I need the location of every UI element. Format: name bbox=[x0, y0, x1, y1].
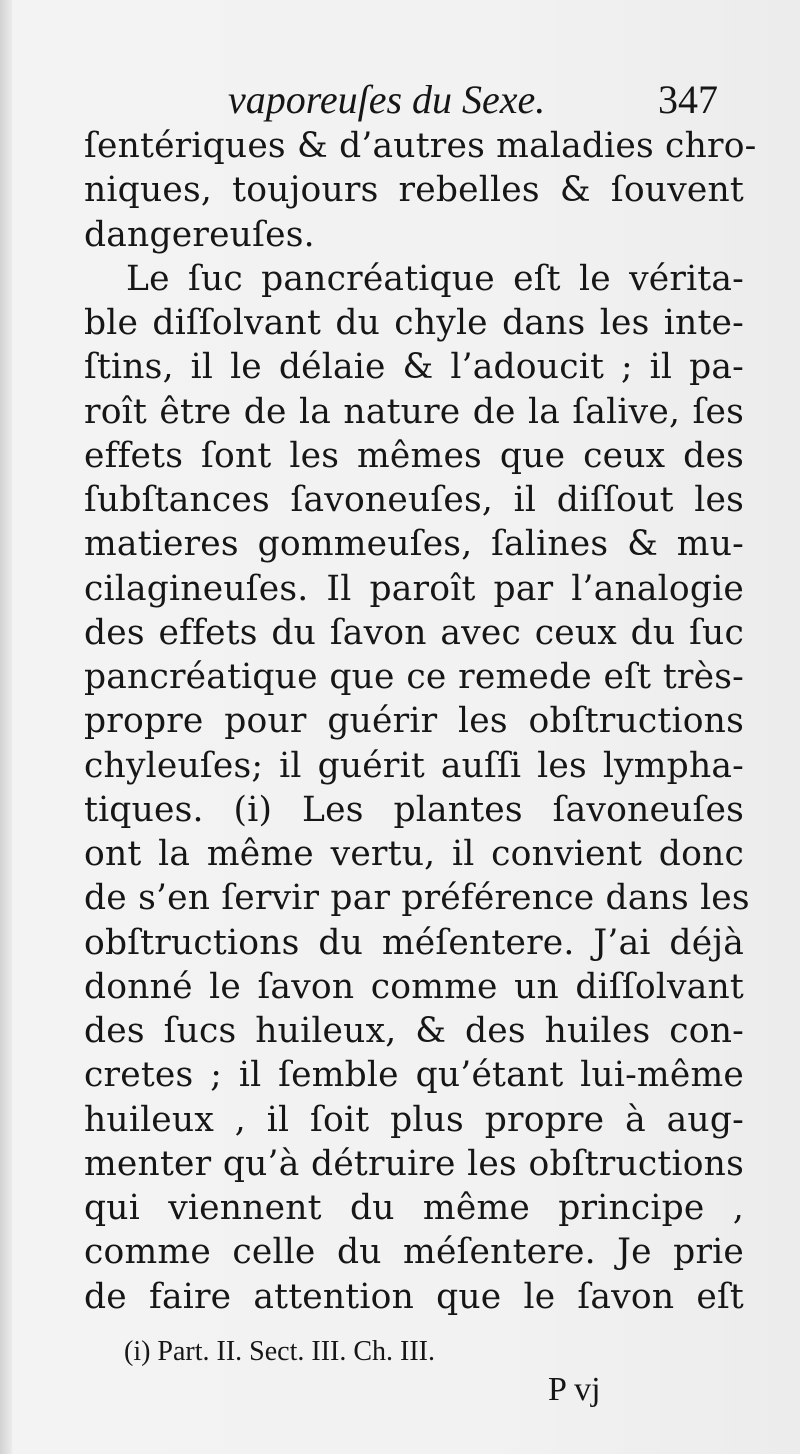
text-line: propre pour guérir les obſtructions bbox=[84, 701, 744, 742]
running-title: vaporeuſes du Sexe. bbox=[228, 77, 546, 122]
text-line: qui viennent du même principe , bbox=[84, 1188, 744, 1228]
text-line: obſtructions du méſentere. J’ai déjà bbox=[84, 922, 744, 963]
text-line: pancréatique que ce remede eſt très- bbox=[84, 657, 744, 697]
text-line: ble diſſolvant du chyle dans les inte- bbox=[84, 303, 744, 343]
text-line: menter qu’à détruire les obſtructions bbox=[84, 1143, 744, 1184]
text-line: tiques. (i) Les plantes ſavoneuſes bbox=[84, 789, 744, 830]
text-line: matieres gommeuſes, ſalines & mu- bbox=[84, 524, 744, 565]
text-line: des ſucs huileux, & des huiles con- bbox=[84, 1011, 744, 1051]
text-line: roît être de la nature de la ſalive, ſes bbox=[84, 391, 744, 432]
body-text bbox=[84, 124, 757, 1319]
signature-mark: P vj bbox=[548, 1371, 601, 1408]
text-line: ont la même vertu, il convient donc bbox=[84, 834, 744, 874]
text-line: cilagineuſes. Il paroît par l’analogie bbox=[84, 568, 744, 609]
text-line: donné le ſavon comme un diſſolvant bbox=[84, 966, 744, 1007]
text-line: ſtins, il le délaie & l’adoucit ; il pa- bbox=[84, 347, 744, 388]
text-line: dangereuſes. bbox=[84, 214, 315, 255]
text-line: de faire attention que le ſavon eſt bbox=[84, 1276, 744, 1317]
text-line: niques, toujours rebelles & ſouvent bbox=[84, 170, 744, 211]
running-head bbox=[90, 72, 730, 128]
text-line: des effets du ſavon avec ceux du ſuc bbox=[84, 612, 744, 653]
text-line: effets ſont les mêmes que ceux des bbox=[84, 435, 744, 476]
text-line: chyleuſes; il guérit auſſi les lympha- bbox=[84, 745, 744, 786]
text-line: huileux , il ſoit plus propre à aug- bbox=[84, 1099, 744, 1140]
text-line: Le ſuc pancréatique eſt le vérita- bbox=[126, 258, 744, 299]
page-number: 347 bbox=[658, 77, 718, 122]
footnote: (i) Part. II. Sect. III. Ch. III. bbox=[124, 1336, 436, 1367]
text-line: cretes ; il ſemble qu’étant lui-même bbox=[84, 1055, 744, 1096]
text-line: ſentériques & d’autres maladies chro- bbox=[84, 126, 757, 166]
text-line: ſubſtances ſavoneuſes, il diſſout les bbox=[84, 480, 744, 520]
text-line: comme celle du méſentere. Je prie bbox=[84, 1232, 744, 1273]
page-binding-edge bbox=[0, 0, 12, 1454]
text-line: de s’en ſervir par préférence dans les bbox=[84, 878, 750, 919]
